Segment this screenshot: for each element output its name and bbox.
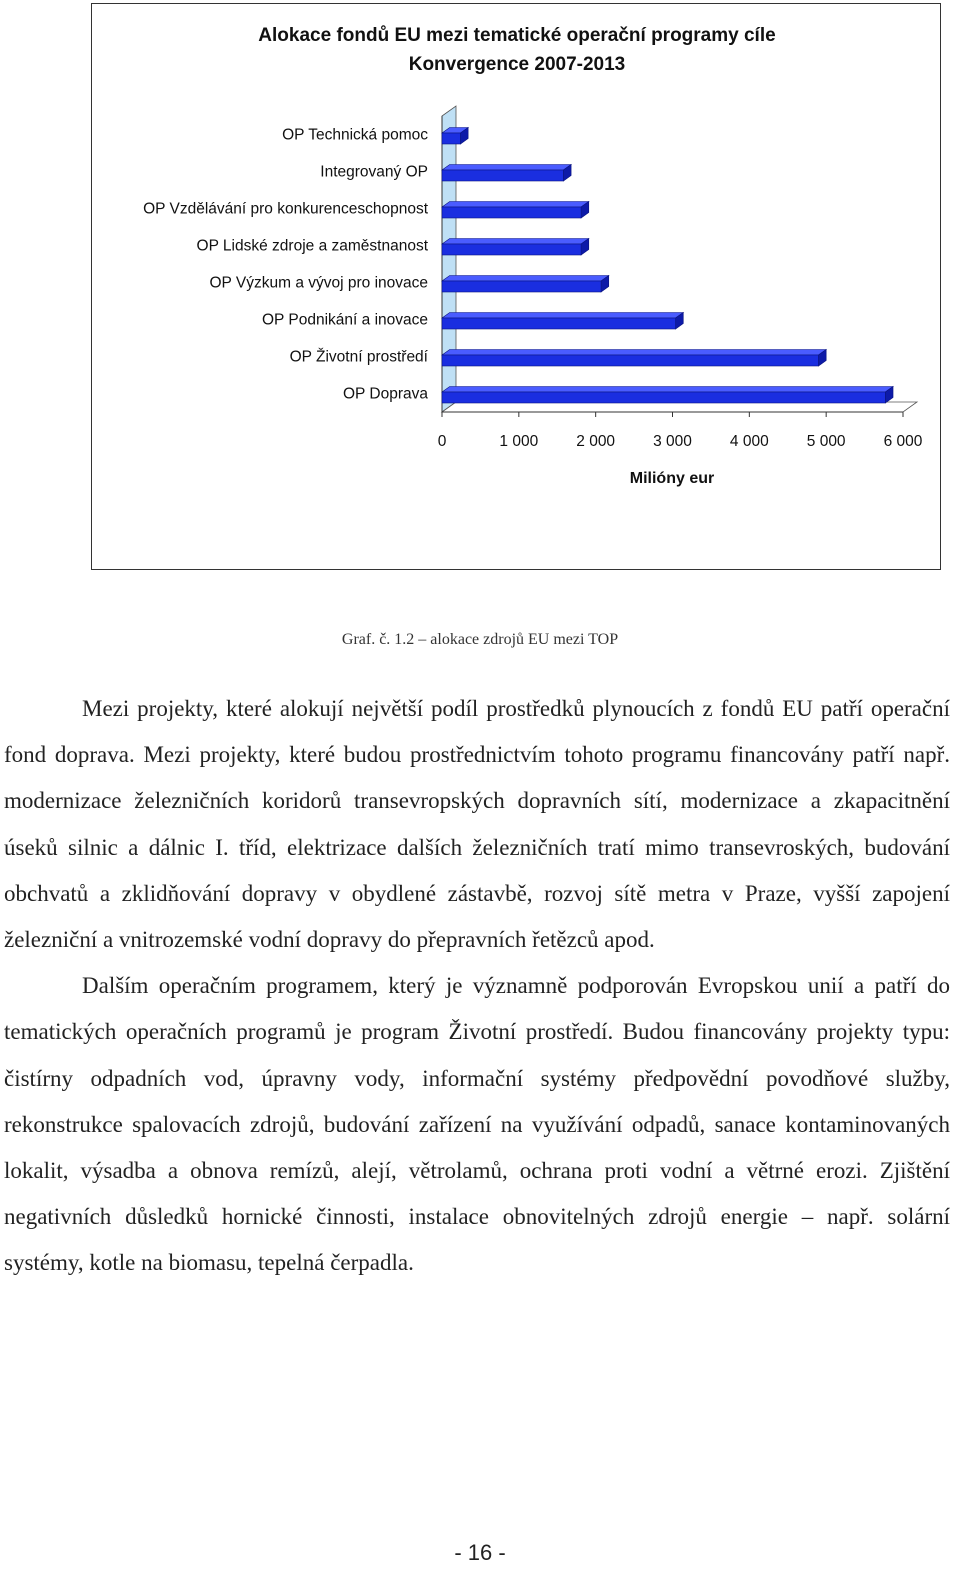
bar (442, 392, 885, 403)
chart-title-line-2: Konvergence 2007-2013 (408, 54, 626, 75)
x-tick-label: 4 000 (729, 433, 769, 450)
page-number: - 16 - (454, 1540, 506, 1565)
bar (442, 318, 676, 329)
bar (442, 355, 818, 366)
category-label: OP Vzdělávání pro konkurenceschopnost (143, 200, 428, 218)
category-label: OP Životní prostředí (289, 348, 428, 366)
category-label: Integrovaný OP (320, 163, 428, 181)
x-tick-label: 0 (437, 433, 447, 450)
bar-chart (92, 4, 942, 571)
paragraph-2: Dalším operačním programem, který je významně podporován Evropskou unií a patří do tematických operačních programů je program Životní prostředí. Budou financovány projekty typu: čistírny odpadních vod, úpravny vody, informační systémy předpovědní povodňové služby, rekonstrukce spalovacích zdrojů, budování zařízení na využívání odpadů, sanace kontaminovaných lokalit, výsadba a obnova remízů, alejí, větrolamů, ochrana proti vodní a větrné erozi. Zjištění negativních důsledků hornické činnosti, instalace obnovitelných zdrojů energie – např. solární systémy, kotle na biomasu, tepelná čerpadla. (4, 973, 950, 1276)
x-tick-label: 5 000 (806, 433, 846, 450)
bar-top-face (442, 165, 571, 171)
bar (442, 170, 563, 181)
x-tick-label: 2 000 (576, 433, 616, 450)
category-label: OP Výzkum a vývoj pro inovace (209, 274, 428, 292)
chart-title-line-1: Alokace fondů EU mezi tematické operační programy cíle (258, 25, 776, 46)
paragraph-1: Mezi projekty, které alokují největší podíl prostředků plynoucích z fondů EU patří operační fond doprava. Mezi projekty, které budou prostřednictvím tohoto programu financovány patří např. modernizace železničních koridorů transevropských dopravních sítí, modernizace a zkapacitnění úseků silnic a dálnic I. tříd, elektrizace dalších železničních tratí mimo transevroských, budování obchvatů a zklidňování dopravy v obydlené zástavbě, rozvoj sítě metra v Praze, vyšší zapojení železniční a vnitrozemské vodní dopravy do přepravních řetězců apod. (4, 696, 950, 953)
bar (442, 133, 460, 144)
x-tick-label: 3 000 (653, 433, 692, 450)
bar-top-face (442, 350, 826, 356)
bar-top-face (442, 276, 609, 282)
category-label: OP Lidské zdroje a zaměstnanost (196, 237, 428, 255)
bar (442, 281, 601, 292)
bar-top-face (442, 387, 893, 393)
category-label: OP Podnikání a inovace (261, 311, 428, 329)
floor (442, 402, 917, 412)
bar-top-face (442, 239, 589, 245)
x-axis-title: Milióny eur (629, 470, 715, 487)
x-tick-label: 6 000 (883, 433, 923, 450)
bar-top-face (442, 313, 683, 319)
bar (442, 244, 581, 255)
chart-frame (91, 3, 941, 570)
bar (442, 207, 581, 218)
category-label: OP Technická pomoc (282, 126, 428, 144)
figure-caption: Graf. č. 1.2 – alokace zdrojů EU mezi TOP (341, 631, 619, 648)
body-text (4, 686, 950, 1287)
category-label: OP Doprava (342, 385, 428, 403)
bar-top-face (442, 202, 589, 208)
plot-area (143, 106, 923, 450)
x-tick-label: 1 000 (499, 433, 539, 450)
